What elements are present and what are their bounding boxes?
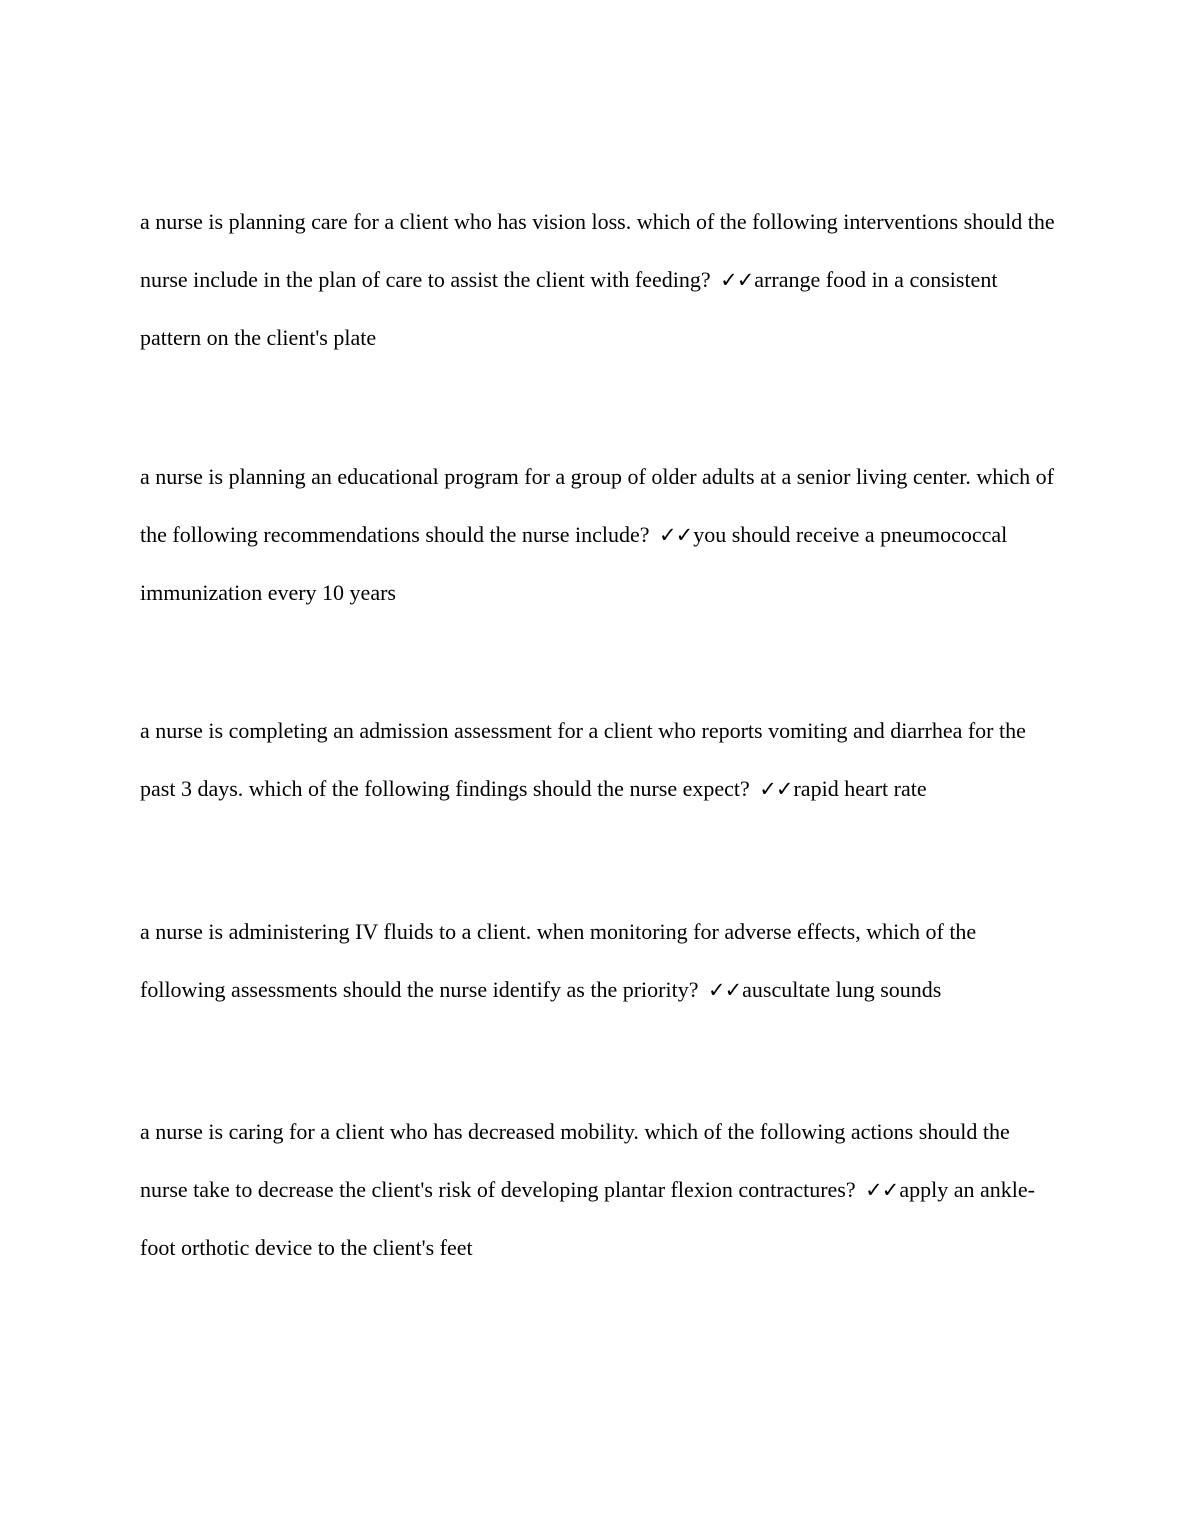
qa-item	[140, 1103, 1055, 1277]
checkmark-icon: ✓✓	[720, 267, 754, 292]
question-text: a nurse is planning care for a client who has vision loss. which of the following interventions should the nurse include in the plan of care to assist the client with feeding?	[140, 209, 1055, 292]
checkmark-icon: ✓✓	[759, 776, 793, 801]
question-text: a nurse is completing an admission assessment for a client who reports vomiting and diarrhea for the past 3 days. which of the following findings should the nurse expect?	[140, 718, 1026, 801]
answer-text: rapid heart rate	[793, 775, 927, 801]
answer-text: arrange food in a consistent pattern on the client's plate	[140, 266, 998, 350]
answer-text: auscultate lung sounds	[742, 976, 942, 1002]
question-text: a nurse is caring for a client who has decreased mobility. which of the following actions should the nurse take to decrease the client's risk of developing plantar flexion contractures?	[140, 1119, 1010, 1202]
qa-item	[140, 702, 1055, 818]
qa-item	[140, 448, 1055, 622]
answer-text: apply an ankle-foot orthotic device to the client's feet	[140, 1176, 1035, 1260]
question-text: a nurse is planning an educational program for a group of older adults at a senior living center. which of the following recommendations should the nurse include?	[140, 464, 1054, 547]
qa-item	[140, 903, 1055, 1019]
checkmark-icon: ✓✓	[707, 977, 742, 1002]
question-text: a nurse is administering IV fluids to a client. when monitoring for adverse effects, which of the following assessments should the nurse identify as the priority?	[140, 919, 977, 1002]
qa-item	[140, 193, 1055, 367]
checkmark-icon: ✓✓	[659, 522, 693, 547]
answer-text: you should receive a pneumococcal immunization every 10 years	[140, 521, 1008, 605]
checkmark-icon: ✓✓	[865, 1177, 899, 1202]
